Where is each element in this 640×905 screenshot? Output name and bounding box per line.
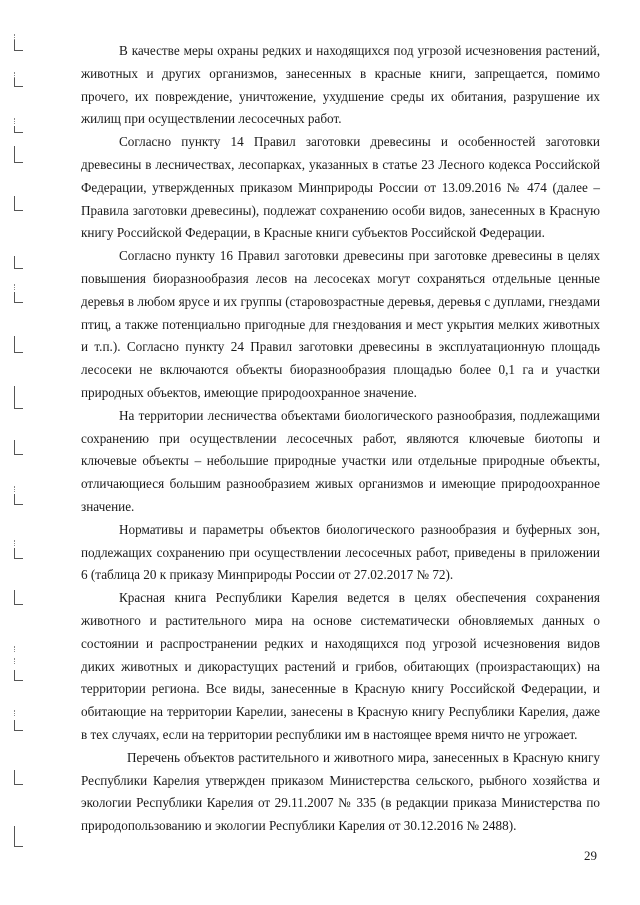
- paragraph-species-list-order: Перечень объектов растительного и животного мира, занесенных в Красную книгу Республики Карелия утвержден приказом Министерства сельского, рыбного хозяйства и экологии Республики Карелия от 29.11.2007 № 335 (в редакции приказа Министерства по природопользованию и экологии Республики Карелия от 30.12.2016 № 2488).: [81, 749, 600, 834]
- binding-mark: [14, 146, 23, 163]
- binding-mark: [14, 292, 23, 303]
- body-text: [81, 40, 600, 838]
- binding-mark: [14, 720, 23, 731]
- binding-margin-marks: [14, 30, 26, 870]
- binding-mark: [14, 494, 23, 505]
- binding-mark: [14, 256, 23, 269]
- paragraph-karelia-red-book: Красная книга Республики Карелия ведется в целях обеспечения сохранения животного и растительного мира на основе систематически обновляемых данных о состоянии и распространении редких и находящихся под угрозой исчезновения видов диких животных и дикорастущих растений и грибов, обитающих (произрастающих) на территории региона. Все виды, занесенные в Красную книгу Российской Федерации, и обитающие на территории Карелии, занесены в Красную книгу Республики Карелия, даже в тех случаях, если на территории республики им в настоящее время ничто не угрожает.: [81, 590, 600, 742]
- binding-mark: [14, 770, 23, 785]
- binding-mark: [14, 670, 23, 681]
- paragraph-rule-16-24: Согласно пункту 16 Правил заготовки древесины при заготовке древесины в целях повышения биоразнообразия лесов на лесосеках могут сохраняться отдельные ценные деревья в любом ярусе и их группы (старовозрастные деревья, деревья с дуплами, гнездами птиц, а также потенциально пригодные для гнездования и мест укрытия мелких животных и т.п.). Согласно пункту 24 Правил заготовки древесины в эксплуатационную площадь лесосеки не включаются объекты биоразнообразия площадью более 0,1 га и участки природных объектов, имеющие природоохранное значение.: [81, 248, 600, 400]
- binding-mark: [14, 486, 19, 492]
- binding-mark: [14, 40, 23, 51]
- binding-mark: [14, 386, 23, 409]
- binding-mark: [14, 118, 19, 124]
- paragraph-red-book-protection: В качестве меры охраны редких и находящихся под угрозой исчезновения растений, животных и других организмов, занесенных в красные книги, запрещается, помимо прочего, их повреждение, уничтожение, ухудшение среды их обитания, разрушение их жилищ при осуществлении лесосечных работ.: [81, 43, 600, 127]
- binding-mark: [14, 658, 19, 664]
- binding-mark: [14, 440, 23, 455]
- binding-mark: [14, 590, 23, 605]
- binding-mark: [14, 646, 19, 652]
- paragraph-rule-14: Согласно пункту 14 Правил заготовки древесины и особенностей заготовки древесины в лесничествах, лесопарках, указанных в статье 23 Лесного кодекса Российской Федерации, утвержденных приказом Минприроды России от 13.09.2016 № 474 (далее – Правила заготовки древесины), подлежат сохранению особи видов, занесенных в Красную книгу Российской Федерации, в Красные книги субъектов Российской Федерации.: [81, 134, 600, 241]
- binding-mark: [14, 284, 19, 290]
- binding-mark: [14, 548, 23, 559]
- paragraph-key-biotopes: На территории лесничества объектами биологического разнообразия, подлежащими сохранению при осуществлении лесосечных работ, являются ключевые биотопы и ключевые объекты – небольшие природные участки или отдельные природные объекты, отличающиеся большим разнообразием живых организмов и имеющие природоохранное значение.: [81, 407, 600, 514]
- binding-mark: [14, 540, 19, 546]
- binding-mark: [14, 126, 23, 133]
- binding-mark: [14, 196, 23, 211]
- binding-mark: [14, 710, 19, 716]
- binding-mark: [14, 336, 23, 353]
- page-number: 29: [584, 848, 597, 863]
- binding-mark: [14, 826, 23, 847]
- paragraph-norms-appendix: Нормативы и параметры объектов биологического разнообразия и буферных зон, подлежащих сохранению при осуществлении лесосечных работ, приведены в приложении 6 (таблица 20 к приказу Минприроды России от 27.02.2017 № 72).: [81, 521, 600, 583]
- binding-mark: [14, 78, 23, 87]
